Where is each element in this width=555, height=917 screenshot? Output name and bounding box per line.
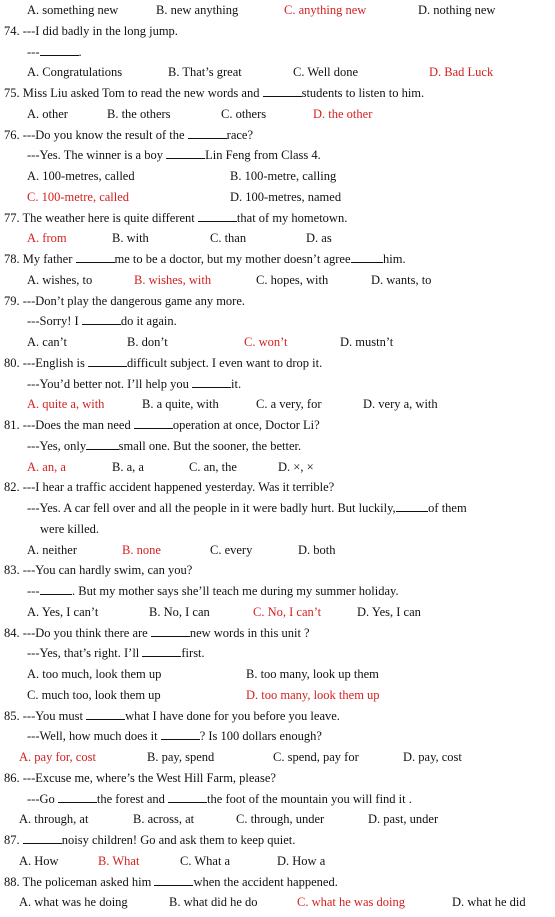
option: B. No, I can [149,604,210,619]
option: C. than [210,231,247,246]
option: D. nothing new [418,3,496,17]
dialogue-line: ---Sorry! I do it again. [27,314,177,329]
option: D. pay, cost [403,750,462,764]
option-answer: D. Bad Luck [429,65,494,80]
options-row [0,166,555,186]
option: B. a quite, with [142,397,219,412]
option: D. How a [277,853,326,868]
options-row [0,270,555,290]
option: D. past, under [368,812,439,827]
option: B. new anything [156,3,239,17]
question-line: 76. ---Do you know the result of the race? [4,127,254,142]
dialogue-line: ---Well, how much does it ? Is 100 dollars enough? [27,729,322,744]
option: B. too many, look up them [246,667,379,681]
question-line: 75. Miss Liu asked Tom to read the new words and students to listen to him. [4,86,425,100]
question-line: 74. ---I did badly in the long jump. [4,23,178,38]
options-row [0,540,555,560]
options-row [0,664,555,684]
options-row [0,104,555,124]
option: D. wants, to [371,272,432,287]
options-row [0,685,555,705]
options-row [0,332,555,352]
options-row [0,394,555,414]
option-answer: C. won’t [244,335,288,349]
question-line: 86. ---Excuse me, where’s the West Hill Farm, please? [4,770,276,785]
option: A. something new [27,3,119,17]
option: C. much too, look them up [27,687,161,702]
options-row [0,228,555,248]
option: A. wishes, to [27,272,93,287]
options-row [0,0,555,20]
option: B. what did he do [169,895,258,910]
option: B. That’s great [168,65,242,80]
dialogue-line: --- . But my mother says she’ll teach me during my summer holiday. [27,584,399,598]
option-answer: D. the other [313,106,373,121]
option: A. too much, look them up [27,667,162,681]
option: A. Yes, I can’t [27,604,99,619]
dialogue-line: ---Yes, only small one. But the sooner, the better. [27,438,302,453]
option: A. through, at [19,812,89,827]
options-row [0,187,555,207]
option: A. other [27,106,68,121]
question-line: 87. noisy children! Go and ask them to keep quiet. [4,833,296,847]
option: D. ×, × [278,459,314,474]
option: C. What a [180,853,231,868]
option-answer: C. anything new [284,3,367,17]
option: B. pay, spend [147,750,215,764]
option: D. Yes, I can [357,604,421,619]
option: B. the others [107,106,171,121]
options-row [0,602,555,622]
dialogue-line: ---Yes. The winner is a boy Lin Feng from Class 4. [27,148,321,163]
option: D. very a, with [363,397,438,412]
option-answer: B. What [98,853,140,868]
option: A. 100-metres, called [27,169,135,183]
option: C. hopes, with [256,272,329,287]
option: C. Well done [293,65,359,80]
options-row [0,457,555,477]
options-row [0,892,555,912]
dialogue-line: ---Yes, that’s right. I’ll first. [27,646,205,661]
dialogue-line: ---Yes. A car fell over and all the people in it were badly hurt. But luckily, of them [27,501,467,515]
question-line: 88. The policeman asked him when the accident happened. [4,874,338,889]
question-line: 78. My father me to be a doctor, but my mother doesn’t agree him. [4,252,406,266]
option: B. don’t [127,335,168,349]
option: D. what he did [452,895,526,910]
option: D. both [298,542,336,557]
option: D. 100-metres, named [230,189,342,204]
dialogue-line: ---Go the forest and the foot of the mountain you will find it . [27,791,412,806]
option-answer: C. 100-metre, called [27,189,130,204]
question-line: 82. ---I hear a traffic accident happened yesterday. Was it terrible? [4,480,335,495]
options-row [0,851,555,871]
option-answer: A. an, a [27,459,66,474]
question-line: 81. ---Does the man need operation at once, Doctor Li? [4,418,320,432]
option-answer: D. too many, look them up [246,687,380,702]
option: C. a very, for [256,397,322,412]
option: C. others [221,106,267,121]
dialogue-line: were killed. [40,521,100,536]
option: B. with [112,231,149,246]
option: C. every [210,542,253,557]
dialogue-line: ---You’d better not. I’ll help you it. [27,376,242,391]
question-line: 79. ---Don’t play the dangerous game any more. [4,293,246,308]
option-answer: C. what he was doing [297,895,405,910]
option: B. 100-metre, calling [230,169,337,183]
options-row [0,747,555,767]
option: A. neither [27,542,77,557]
option: C. an, the [189,459,237,474]
question-line: 77. The weather here is quite different that of my hometown. [4,210,348,225]
option: A. can’t [27,335,68,349]
option: B. across, at [133,812,195,827]
option: A. How [19,853,59,868]
option: A. Congratulations [27,65,123,80]
option: C. spend, pay for [273,750,359,764]
option-answer: A. pay for, cost [19,750,96,764]
option-answer: B. wishes, with [134,272,212,287]
question-line: 83. ---You can hardly swim, can you? [4,563,193,578]
option-answer: C. No, I can’t [253,604,322,619]
question-line: 85. ---You must what I have done for you before you leave. [4,708,340,723]
option: D. as [306,231,332,246]
question-line: 80. ---English is difficult subject. I even want to drop it. [4,355,323,370]
option-answer: A. from [27,231,67,246]
option-answer: A. quite a, with [27,397,105,412]
options-row [0,62,555,82]
question-line: 84. ---Do you think there are new words in this unit ? [4,625,310,640]
options-row [0,809,555,829]
option: B. a, a [112,459,144,474]
option-answer: B. none [122,542,161,557]
option: C. through, under [236,812,325,827]
option: D. mustn’t [340,335,394,349]
option: A. what was he doing [19,895,128,910]
dialogue-line: --- . [27,44,82,59]
